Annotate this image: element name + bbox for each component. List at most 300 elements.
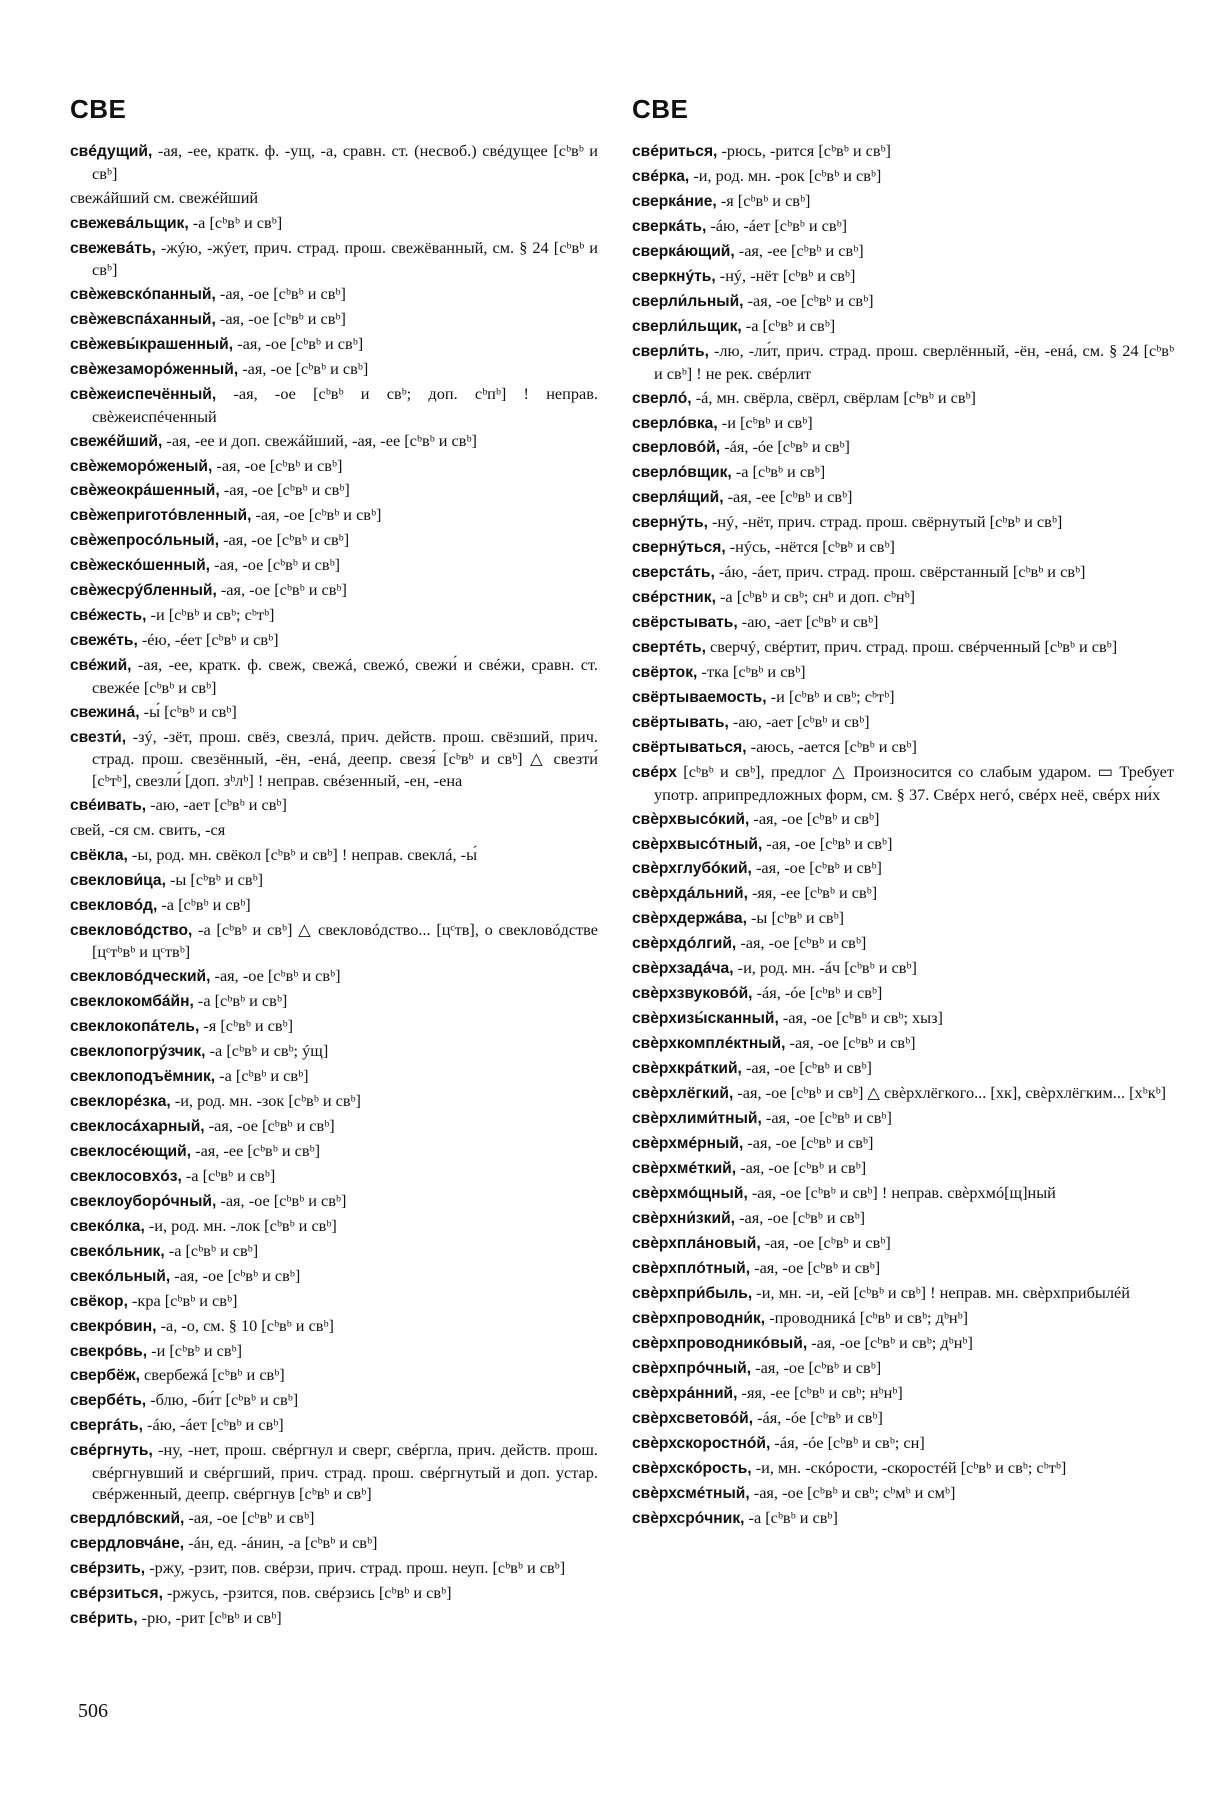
dictionary-entry (632, 240, 1174, 263)
dictionary-entry (632, 1182, 1174, 1205)
entry-headword: свежинá, (70, 703, 140, 721)
entry-headword: свербёж, (70, 1367, 140, 1385)
entry-definition: -ая, -ое [сᵇвᵇ и свᵇ] (210, 965, 341, 985)
entry-definition: -рю, -рит [сᵇвᵇ и свᵇ] (137, 1608, 282, 1628)
entry-headword: свеклосéющий, (70, 1142, 192, 1160)
dictionary-entry (632, 1357, 1174, 1380)
dictionary-entry (632, 808, 1174, 831)
entry-definition: -ы [сᵇвᵇ и свᵇ] (165, 869, 264, 889)
dictionary-entry (70, 1364, 598, 1387)
dictionary-entry (632, 412, 1174, 435)
entry-headword: свѐрхскóрость, (632, 1459, 752, 1477)
entry-definition: -ая, -ое [сᵇвᵇ и свᵇ] (762, 833, 893, 853)
entry-definition: -зý, -зёт, прош. свёз, свезлá, прич. действ. прош. свёзший, прич. страд. прош. свезённый, -ён, -енá, деепр. свезя́ [сᵇвᵇ и свᵇ] △ свезти́ [сᵇтᵇ], свезли́ [доп. зᵇлᵇ] ! неправ. свéзенный, -ен, -ена (92, 726, 598, 790)
entry-definition: -ая, -ее, кратк. ф. -ущ, -а, сравн. ст. (несвоб.) свéдущее [сᵇвᵇ и свᵇ] (92, 141, 598, 183)
dictionary-entry (632, 761, 1174, 805)
entry-definition: -ая, -ое [сᵇвᵇ и свᵇ] (761, 1108, 892, 1128)
entry-definition: -ая, -ее, кратк. ф. свеж, свежá, свежó, свежи́ и свéжи, сравн. ст. свежéе [сᵇвᵇ и свᵇ] (92, 655, 598, 697)
dictionary-entry (632, 436, 1174, 459)
entry-headword: свѐрхвысóтный, (632, 835, 763, 853)
dictionary-entry (632, 736, 1174, 759)
entry-definition: -ая, -ое [сᵇвᵇ и свᵇ] (184, 1508, 315, 1528)
dictionary-entry (70, 333, 598, 356)
entry-definition: свербежá [сᵇвᵇ и свᵇ] (139, 1365, 285, 1385)
entry-headword: свердлóвский, (70, 1510, 185, 1528)
entry-headword: свѐжевскóпанный, (70, 286, 216, 304)
dictionary-entry (632, 387, 1174, 410)
entry-headword: свекловóд, (70, 896, 158, 914)
dictionary-entry (70, 1414, 598, 1437)
entry-headword: свѐжепросóльный, (70, 532, 220, 550)
entry-headword: свéжесть, (70, 607, 147, 625)
entry-definition: -а [сᵇвᵇ и свᵇ] (188, 212, 283, 232)
entry-headword: свѐрхскоростнóй, (632, 1434, 771, 1452)
entry-definition: -ну, -нет, прош. свéргнул и сверг, свéргла, прич. действ. прош. свéргнувший и свéргший, прич. страд. прош. свéргнутый и доп. устар. свéрженный, деепр. свéргнув [сᵇвᵇ и свᵇ] (92, 1440, 598, 1504)
entry-definition: -и, род. мн. -áч [сᵇвᵇ и свᵇ] (733, 958, 917, 978)
entry-headword: свекóльный, (70, 1267, 171, 1285)
dictionary-entry (632, 1207, 1174, 1230)
dictionary-entry (70, 1340, 598, 1363)
entry-headword: свѐжезаморóженный, (70, 361, 239, 379)
entry-definition: -ая, -ое [сᵇвᵇ и свᵇ] (219, 480, 350, 500)
entry-definition: -ая, -ее [сᵇвᵇ и свᵇ] (191, 1140, 321, 1160)
entry-definition: -ая, -ое [сᵇвᵇ и свᵇ] (233, 334, 364, 354)
entry-definition: -а [сᵇвᵇ и свᵇ] (744, 1507, 838, 1527)
dictionary-entry (632, 1057, 1174, 1080)
entry-headword: свёртывать, (632, 714, 729, 732)
entry-definition: -а [сᵇвᵇ и свᵇ] (193, 990, 288, 1010)
entry-definition: -áю, -áет [сᵇвᵇ и свᵇ] (706, 216, 848, 236)
entry-headword: свёкор, (70, 1292, 128, 1310)
entry-definition: -ая, -ое [сᵇвᵇ и свᵇ] (212, 455, 343, 475)
entry-headword: свёртываемость, (632, 689, 767, 707)
entry-definition: -и [сᵇвᵇ и свᵇ] (147, 1340, 243, 1360)
entry-headword: свекрóвь, (70, 1342, 148, 1360)
dictionary-entry (70, 579, 598, 602)
dictionary-entry (70, 1557, 598, 1580)
entry-headword: свёрстывать, (632, 614, 738, 632)
dictionary-entry (70, 1115, 598, 1138)
entry-definition: -ая, -ое [сᵇвᵇ и свᵇ; дᵇнᵇ] (807, 1332, 973, 1352)
left-running-header: СВЕ (70, 94, 127, 124)
dictionary-entry (632, 1332, 1174, 1355)
dictionary-entry (70, 1315, 598, 1338)
left-column (70, 92, 598, 1632)
entry-definition: -ая, -ое [сᵇвᵇ и свᵇ] (216, 580, 347, 600)
entry-headword: свѐрхмéрный, (632, 1135, 744, 1153)
dictionary-entry (70, 794, 598, 817)
dictionary-entry (70, 1507, 598, 1530)
entry-headword: свéрка, (632, 168, 690, 186)
entry-definition: -нý, -нёт, прич. страд. прош. свёрнутый [сᵇвᵇ и свᵇ] (707, 512, 1063, 532)
entry-definition: -ая, -ое [сᵇвᵇ и свᵇ; хыз] (778, 1008, 943, 1028)
entry-definition: -áя, -óе [сᵇвᵇ и свᵇ] (720, 437, 850, 457)
dictionary-entry (632, 536, 1174, 559)
entry-headword: свеклопогрýзчик, (70, 1042, 206, 1060)
entry-definition: -ая, -ое [сᵇвᵇ и свᵇ] (210, 555, 341, 575)
dictionary-entry (632, 461, 1174, 484)
entry-headword: свѐрхсмéтный, (632, 1484, 750, 1502)
entry-headword: свежевáльщик, (70, 214, 189, 232)
entry-definition: -яя, -ее [сᵇвᵇ и свᵇ] (747, 883, 878, 903)
entry-headword: свéдущий, (70, 143, 153, 161)
dictionary-entry (632, 190, 1174, 213)
dictionary-entry (70, 965, 598, 988)
dictionary-entry (632, 511, 1174, 534)
entry-headword: свергáть, (70, 1417, 143, 1435)
entry-definition: -ая, -ое [сᵇвᵇ и свᵇ] (785, 1033, 916, 1053)
dictionary-entry (70, 1607, 598, 1630)
entry-definition: [сᵇвᵇ и свᵇ], предлог △ Произносится со слабым ударом. ▭ Требует употр. априпредложных форм, см. § 37. Свéрх негó, свéрх неё, свéрх ни́х (654, 762, 1174, 804)
dictionary-entry (70, 629, 598, 652)
dictionary-entry (70, 1165, 598, 1188)
entry-headword: свернýть, (632, 514, 708, 532)
entry-headword: свѐрхни́зкий, (632, 1210, 735, 1228)
entry-definition: -ая, -ое [сᵇвᵇ и свᵇ] (743, 1133, 874, 1153)
entry-definition: -рюсь, -рится [сᵇвᵇ и свᵇ] (717, 141, 891, 161)
entry-headword: свѐжескóшенный, (70, 557, 210, 575)
entry-definition: -проводникá [сᵇвᵇ и свᵇ; дᵇнᵇ] (765, 1307, 969, 1327)
entry-headword: сверлóвщик, (632, 464, 732, 482)
dictionary-entry (632, 1432, 1174, 1455)
entry-headword: свѐрхрáнний, (632, 1384, 738, 1402)
entry-headword: свѐрхкрáткий, (632, 1060, 742, 1078)
dictionary-entry (632, 1007, 1174, 1030)
left-entry-list (70, 140, 598, 1629)
dictionary-entry (632, 1132, 1174, 1155)
entry-definition: -а, -о, см. § 10 [сᵇвᵇ и свᵇ] (156, 1315, 334, 1335)
dictionary-entry (632, 957, 1174, 980)
entry-headword: свезти́, (70, 728, 127, 746)
right-running-header: СВЕ (632, 94, 689, 124)
entry-headword: свéргнуть, (70, 1442, 153, 1460)
dictionary-entry (632, 636, 1174, 659)
entry-headword: свѐжеприготóвленный, (70, 507, 252, 525)
dictionary-entry (632, 1032, 1174, 1055)
entry-definition: -áя, -óе [сᵇвᵇ и свᵇ] (753, 1407, 883, 1427)
entry-headword: свѐжевспáханный, (70, 311, 216, 329)
entry-definition: -а [сᵇвᵇ и свᵇ] △ свекловóдство... [цᶜтв], о свекловóдстве [цᶜтᵇвᵇ и цᶜтвᵇ] (92, 919, 598, 962)
entry-headword: свѐрхзадáча, (632, 960, 734, 978)
entry-definition: -жýю, -жýет, прич. страд. прош. свежёванный, см. § 24 [сᵇвᵇ и свᵇ] (92, 237, 598, 280)
entry-headword: сверлóвка, (632, 414, 718, 432)
entry-headword: свѐрхплáновый, (632, 1235, 761, 1252)
dictionary-entry (70, 726, 598, 792)
right-column (632, 92, 1174, 1532)
dictionary-entry (632, 857, 1174, 880)
entry-definition: -ая, -ее [сᵇвᵇ и свᵇ] (723, 487, 853, 507)
dictionary-entry (70, 455, 598, 478)
entry-definition: -тка [сᵇвᵇ и свᵇ] (697, 662, 806, 682)
entry-definition: -ая, -ое [сᵇвᵇ и свᵇ] ! неправ. свѐрхмó[щ]ный (747, 1183, 1056, 1203)
entry-headword: свекрóвин, (70, 1317, 157, 1335)
dictionary-entry (632, 932, 1174, 955)
entry-headword: свекловóдство, (70, 921, 193, 939)
entry-definition: сверчý, свéртит, прич. страд. прош. свéрченный [сᵇвᵇ и свᵇ] (705, 637, 1118, 657)
dictionary-entry (70, 654, 598, 698)
entry-headword: свеклосáхарный, (70, 1117, 205, 1135)
dictionary-entry (70, 1532, 598, 1555)
dictionary-entry (632, 315, 1174, 338)
entry-definition: -и, род. мн. -рок [сᵇвᵇ и свᵇ] (689, 166, 882, 186)
entry-definition: -а [сᵇвᵇ и свᵇ] (181, 1165, 276, 1185)
entry-headword: сверкáющий, (632, 243, 735, 261)
entry-headword: свѐрхдóлгий, (632, 935, 737, 953)
entry-headword: свѐжесрýбленный, (70, 582, 217, 600)
page-number: 506 (78, 1700, 108, 1722)
dictionary-entry (632, 1257, 1174, 1280)
entry-definition: -и [сᵇвᵇ и свᵇ; сᵇтᵇ] (766, 687, 895, 707)
entry-headword: свѐрхсветовóй, (632, 1409, 754, 1427)
entry-headword: свекловóдческий, (70, 967, 211, 985)
dictionary-entry (632, 215, 1174, 238)
entry-headword: свѐрхлёгкий, (632, 1085, 734, 1103)
entry-headword: сверли́льщик, (632, 318, 742, 336)
entry-headword: свѐжеокрáшенный, (70, 482, 220, 500)
dictionary-entry (70, 504, 598, 527)
dictionary-entry (632, 165, 1174, 188)
entry-definition: -я [сᵇвᵇ и свᵇ] (716, 191, 811, 211)
entry-headword: свернýться, (632, 539, 726, 557)
entry-definition: -ая, -ое [сᵇвᵇ и свᵇ] (204, 1115, 335, 1135)
dictionary-entry (632, 586, 1174, 609)
dictionary-entry (70, 819, 598, 842)
entry-definition: -éю, -éет [сᵇвᵇ и свᵇ] (137, 630, 279, 650)
dictionary-entry (632, 1082, 1174, 1105)
entry-headword: свежéйший, (70, 432, 163, 450)
dictionary-entry (632, 686, 1174, 709)
right-entry-list (632, 140, 1174, 1529)
entry-definition: -а [сᵇвᵇ и свᵇ] (215, 1065, 309, 1085)
entry-definition: -я [сᵇвᵇ и свᵇ] (199, 1015, 293, 1035)
dictionary-entry (70, 604, 598, 627)
entry-headword: свѐрхпрóчный, (632, 1359, 752, 1377)
dictionary-entry (632, 1407, 1174, 1430)
dictionary-entry (70, 1190, 598, 1213)
entry-definition: -áю, -áет [сᵇвᵇ и свᵇ] (142, 1415, 284, 1435)
entry-definition: -лю, -ли́т, прич. страд. прош. сверлённый, -ён, -енá, см. § 24 [сᵇвᵇ и свᵇ] ! не рек. свéрлит (654, 341, 1174, 383)
entry-definition: -и, род. мн. -лок [сᵇвᵇ и свᵇ] (144, 1215, 337, 1235)
dictionary-entry (70, 430, 598, 453)
dictionary-entry (632, 486, 1174, 509)
entry-definition: -а [сᵇвᵇ и свᵇ] (731, 462, 826, 482)
entry-headword: свѐрхглубóкий, (632, 860, 752, 878)
entry-definition: -ая, -ое [сᵇвᵇ и свᵇ] (741, 1058, 872, 1078)
entry-definition: -ая, -ое [сᵇвᵇ и свᵇ] (238, 359, 369, 379)
entry-definition: -áн, ед. -áнин, -а [сᵇвᵇ и свᵇ] (184, 1533, 378, 1553)
entry-headword: свекóльник, (70, 1242, 165, 1260)
dictionary-entry (70, 701, 598, 724)
entry-headword: свѐрхпри́быль, (632, 1284, 753, 1302)
entry-headword: свеклорéзка, (70, 1092, 171, 1110)
dictionary-entry (70, 1582, 598, 1605)
entry-headword: свѐжеиспечённый, (70, 386, 217, 404)
entry-definition: -нýсь, -нётся [сᵇвᵇ и свᵇ] (725, 537, 895, 557)
entry-headword: свѐрхплóтный, (632, 1259, 751, 1277)
dictionary-entry (70, 479, 598, 502)
dictionary-entry (70, 1065, 598, 1088)
entry-headword: свѐрхлими́тный, (632, 1110, 762, 1128)
entry-definition: -аю, -ает [сᵇвᵇ и свᵇ] (146, 794, 287, 814)
entry-definition: -ая, -ее и доп. свежáйший, -ая, -ее [сᵇвᵇ и свᵇ] (162, 430, 477, 450)
entry-headword: свѐжевы́крашенный, (70, 336, 234, 354)
entry-definition: -яя, -ее [сᵇвᵇ и свᵇ; нᵇнᵇ] (737, 1382, 903, 1402)
entry-definition: -áя, -óе [сᵇвᵇ и свᵇ] (752, 983, 883, 1003)
entry-headword: свéрить, (70, 1610, 138, 1628)
dictionary-entry (632, 561, 1174, 584)
entry-headword: сверли́ть, (632, 343, 709, 361)
entry-definition: -áю, -áет, прич. страд. прош. свёрстанный [сᵇвᵇ и свᵇ] (714, 562, 1086, 582)
entry-headword: свербéть, (70, 1392, 147, 1410)
dictionary-entry (632, 290, 1174, 313)
entry-definition: -ая, -ое [сᵇвᵇ и свᵇ] (760, 1233, 891, 1252)
dictionary-entry (632, 882, 1174, 905)
dictionary-entry (70, 308, 598, 331)
entry-headword: сверля́щий, (632, 489, 724, 507)
entry-headword: свѐрхизы́сканный, (632, 1010, 779, 1028)
entry-headword: свéивать, (70, 796, 147, 814)
entry-definition: -ая, -ое [сᵇвᵇ и свᵇ] (736, 1158, 867, 1178)
dictionary-entry (632, 140, 1174, 163)
entry-definition: -аю, -ает [сᵇвᵇ и свᵇ] (737, 612, 879, 632)
dictionary-entry (70, 554, 598, 577)
entry-definition: -á, мн. свёрла, свёрл, свёрлам [сᵇвᵇ и свᵇ] (691, 387, 976, 407)
entry-headword: сверстáть, (632, 564, 715, 582)
entry-headword: свёртываться, (632, 739, 747, 757)
entry-headword: сверлó, (632, 389, 692, 407)
dictionary-entry (70, 869, 598, 892)
entry-headword: свёрток, (632, 664, 698, 682)
entry-definition: -блю, -би́т [сᵇвᵇ и свᵇ] (146, 1390, 299, 1410)
entry-headword: сверли́льный, (632, 293, 744, 311)
dictionary-entry (632, 982, 1174, 1005)
dictionary-entry (70, 1040, 598, 1063)
entry-headword: свертéть, (632, 639, 706, 657)
entry-headword: свежевáть, (70, 239, 156, 257)
dictionary-entry (632, 1282, 1174, 1305)
entry-definition: -и, род. мн. -зок [сᵇвᵇ и свᵇ] (170, 1090, 361, 1110)
dictionary-entry (632, 1457, 1174, 1480)
dictionary-entry (632, 1157, 1174, 1180)
dictionary-entry (70, 383, 598, 427)
entry-definition: -аю, -ает [сᵇвᵇ и свᵇ] (728, 712, 870, 732)
entry-definition: -ая, -ое [сᵇвᵇ и свᵇ] (251, 505, 382, 525)
entry-headword: свéрзиться, (70, 1585, 163, 1603)
dictionary-entry (632, 1232, 1174, 1255)
dictionary-entry (70, 358, 598, 381)
entry-headword: свекóлка, (70, 1217, 145, 1235)
dictionary-entry (70, 187, 598, 210)
dictionary-entry (70, 990, 598, 1013)
entry-headword: свѐрхвысóкий, (632, 810, 750, 828)
dictionary-entry (70, 212, 598, 235)
entry-definition: -ая, -ое [сᵇвᵇ и свᵇ] (735, 1208, 866, 1228)
entry-definition: -а [сᵇвᵇ и свᵇ] (157, 894, 251, 914)
entry-headword: сверкáние, (632, 193, 717, 211)
entry-definition: -а [сᵇвᵇ и свᵇ] (164, 1240, 259, 1260)
entry-definition: -ая, -ое [сᵇвᵇ и свᵇ] (219, 530, 350, 550)
entry-headword: сверкнýть, (632, 268, 716, 286)
entry-headword: свеклосовхóз, (70, 1167, 182, 1185)
entry-definition: -и, мн. -скóрости, -скоростéй [сᵇвᵇ и свᵇ; сᵇтᵇ] (751, 1457, 1067, 1477)
dictionary-entry (632, 1482, 1174, 1505)
dictionary-entry (632, 1107, 1174, 1130)
dictionary-entry (632, 661, 1174, 684)
entry-definition: свей, -ся см. свить, -ся (70, 819, 226, 839)
dictionary-entry (70, 1090, 598, 1113)
entry-definition: -ая, -ое [сᵇвᵇ и свᵇ] (736, 933, 867, 953)
entry-headword: свеклокомбáйн, (70, 992, 194, 1010)
entry-headword: свéрх (632, 764, 677, 782)
entry-definition: -аюсь, -ается [сᵇвᵇ и свᵇ] (746, 737, 917, 757)
dictionary-entry (632, 1382, 1174, 1405)
entry-headword: свѐрхмóщный, (632, 1185, 748, 1203)
dictionary-entry (70, 1240, 598, 1263)
dictionary-entry (632, 1307, 1174, 1330)
entry-definition: -ы́ [сᵇвᵇ и свᵇ] (139, 701, 237, 721)
entry-definition: -ая, -ое [сᵇвᵇ и свᵇ] (170, 1265, 301, 1285)
entry-definition: -ы, род. мн. свёкол [сᵇвᵇ и свᵇ] ! неправ. свеклá, -ы́ (127, 844, 478, 864)
dictionary-entry (632, 711, 1174, 734)
entry-headword: свѐжеморóженый, (70, 457, 213, 475)
entry-headword: свѐрхмéткий, (632, 1160, 737, 1178)
dictionary-entry (70, 1140, 598, 1163)
entry-definition: -ая, -ое [сᵇвᵇ и свᵇ; доп. сᵇпᵇ] ! неправ. свѐжеиспéченный (92, 384, 598, 426)
entry-headword: свѐрхдержáва, (632, 910, 747, 928)
entry-definition: -áя, -óе [сᵇвᵇ и свᵇ; сн] (770, 1432, 925, 1452)
entry-headword: сверловóй, (632, 439, 721, 457)
entry-headword: свѐрхпроводни́к, (632, 1309, 766, 1327)
entry-definition: -ая, -ое [сᵇвᵇ и свᵇ] (751, 1357, 882, 1377)
dictionary-entry (632, 907, 1174, 930)
entry-definition: -ржу, -рзит, пов. свéрзи, прич. страд. прош. неуп. [сᵇвᵇ и свᵇ] (145, 1558, 566, 1578)
entry-definition: -ржусь, -рзится, пов. свéрзись [сᵇвᵇ и свᵇ] (162, 1583, 452, 1603)
entry-definition: -ая, -ое [сᵇвᵇ и свᵇ; сᵇмᵇ и смᵇ] (749, 1482, 956, 1502)
entry-headword: свѐрхпроводникóвый, (632, 1334, 808, 1352)
dictionary-entry (632, 1507, 1174, 1530)
dictionary-entry (632, 833, 1174, 856)
entry-definition: -кра [сᵇвᵇ и свᵇ] (127, 1290, 238, 1310)
entry-definition: -ая, -ое [сᵇвᵇ и свᵇ] (749, 808, 880, 828)
dictionary-entry (632, 611, 1174, 634)
entry-definition: -ая, -ое [сᵇвᵇ и свᵇ] (215, 309, 346, 329)
dictionary-entry (70, 283, 598, 306)
entry-definition: -ая, -ое [сᵇвᵇ и свᵇ] (743, 291, 874, 311)
entry-headword: свѐрхдáльний, (632, 885, 748, 903)
dictionary-entry (70, 140, 598, 184)
dictionary-entry (70, 919, 598, 963)
entry-definition: -ая, -ое [сᵇвᵇ и свᵇ] △ свѐрхлёгкого... [хк], свѐрхлёгким... [хᵇкᵇ] (733, 1083, 1167, 1103)
dictionary-entry (70, 1389, 598, 1412)
dictionary-entry (70, 1290, 598, 1313)
entry-headword: свѐрхсрóчник, (632, 1509, 745, 1527)
dictionary-entry (70, 894, 598, 917)
entry-definition: -ая, -ее [сᵇвᵇ и свᵇ] (734, 241, 864, 261)
dictionary-entry (70, 1439, 598, 1505)
dictionary-entry (632, 340, 1174, 384)
entry-headword: свѐрхкомплéктный, (632, 1035, 786, 1053)
entry-definition: -нý, -нёт [сᵇвᵇ и свᵇ] (715, 266, 856, 286)
entry-headword: свёкла, (70, 846, 128, 864)
entry-definition: -ая, -ое [сᵇвᵇ и свᵇ] (750, 1257, 881, 1277)
dictionary-entry (70, 1215, 598, 1238)
entry-headword: свеклокопáтель, (70, 1017, 200, 1035)
dictionary-entry (70, 237, 598, 281)
entry-headword: свéрстник, (632, 589, 716, 607)
entry-headword: свердловчáне, (70, 1535, 185, 1553)
dictionary-entry (70, 1265, 598, 1288)
entry-definition: -ая, -ое [сᵇвᵇ и свᵇ] (215, 284, 346, 304)
